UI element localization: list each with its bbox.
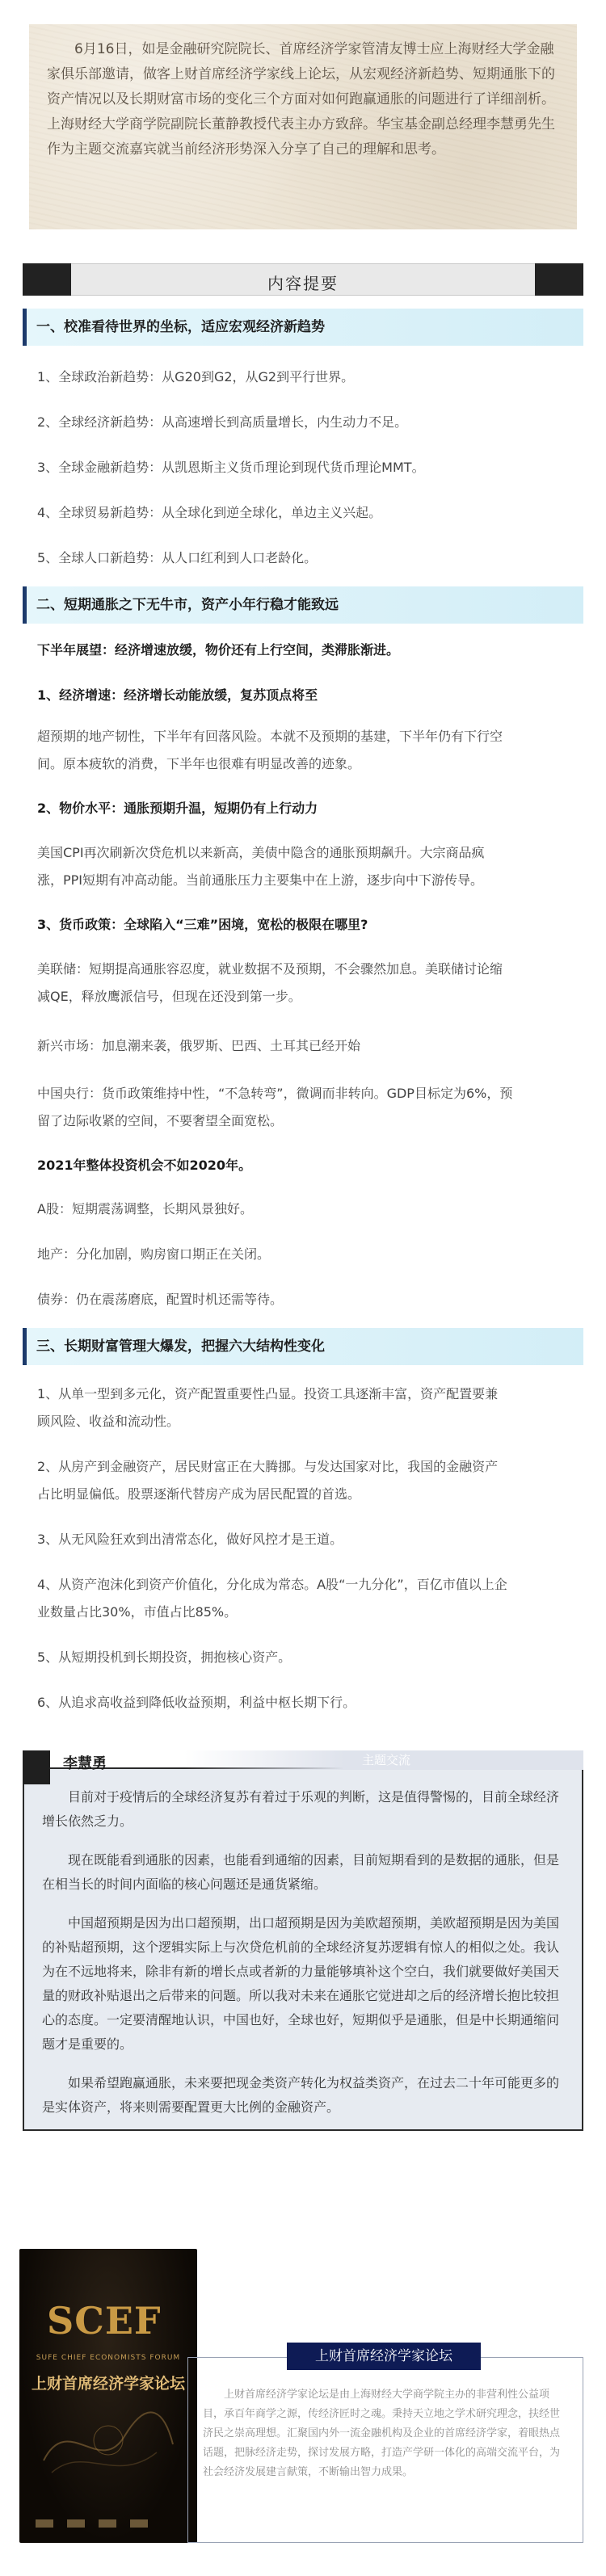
section-2-paragraph-line: 美国CPI再次刷新次贷危机以来新高，美债中隐含的通胀预期飙升。大宗商品疯 xyxy=(37,845,485,860)
poster-ornament-icon xyxy=(36,2396,181,2485)
sponsor-logo-icon xyxy=(67,2519,85,2528)
section-2-paragraph-line: 涨，PPI短期有冲高动能。当前通胀压力主要集中在上游，逐步向中下游传导。 xyxy=(37,872,484,888)
poster-subtitle: SUFE CHIEF ECONOMISTS FORUM xyxy=(36,2354,181,2362)
forum-description: 上财首席经济学家论坛是由上海财经大学商学院主办的非营利性公益项目，承百年商学之源，传经济匠时之魂。秉持天立地之学术研究理念，扶经世济民之崇高理想。汇聚国内外一流金融机构及企业的首席经济学家，着眼热点话题，把脉经济走势，探讨发展方略，打造产学研一体化的高端交流平台，为社会经济发展建言献策，不断输出智力成果。 xyxy=(203,2389,561,2478)
profile-name: 李慧勇 xyxy=(63,1755,107,1772)
section-3-item: 4、从资产泡沫化到资产价值化，分化成为常态。A股“一九分化”，百亿市值以上企 xyxy=(37,1577,507,1592)
profile-paragraph: 如果希望跑赢通胀，未来要把现金类资产转化为权益类资产，在过去二十年可能更多的是实体资产，将来则需要配置更大比例的金融资产。 xyxy=(42,2075,560,2115)
section-2-subheading: 1、经济增速：经济增长动能放缓，复苏顶点将至 xyxy=(37,687,318,703)
section-2-paragraph-line: 间。原本疲软的消费，下半年也很难有明显改善的迹象。 xyxy=(37,756,361,771)
scef-logo: SCEF xyxy=(47,2299,162,2343)
section-2-paragraph-line: 美联储：短期提高通胀容忍度，就业数据不及预期，不会骤然加息。美联储讨论缩 xyxy=(37,961,503,977)
profile-marker xyxy=(23,1750,50,1784)
profile-paragraph: 中国超预期是因为出口超预期，出口超预期是因为美欧超预期，美欧超预期是因为美国的补贴超预期，这个逻辑实际上与次贷危机前的全球经济复苏逻辑有惊人的相似之处。我认为在不远地将来，除非有新的增长点或者新的力量能够填补这个空白，我们就要做好美国天量的财政补贴退出之后带来的问题。所以我对未来在通胀它觉进却之后的经济增长抱比较担心的态度。一定要清醒地认识，中国也好，全球也好，短期似乎是通胀，但是中长期通缩问题才是重要的。 xyxy=(42,1915,560,2052)
forum-description-box xyxy=(187,2357,583,2543)
section-3-item: 5、从短期投机到长期投资，拥抱核心资产。 xyxy=(37,1649,292,1665)
section-2-subheading: 2、物价水平：通胀预期升温，短期仍有上行动力 xyxy=(37,801,318,816)
sponsor-logo-icon xyxy=(130,2519,148,2528)
section-3-item: 占比明显偏低。股票逐渐代替房产成为居民配置的首选。 xyxy=(37,1486,361,1502)
section-2-paragraph-line: A股：短期震荡调整，长期风景独好。 xyxy=(37,1201,253,1217)
section-2-subheading: 3、货币政策：全球陷入“三难”困境，宽松的极限在哪里? xyxy=(37,917,368,932)
section-3-item: 1、从单一型到多元化，资产配置重要性凸显。投资工具逐渐丰富，资产配置要兼 xyxy=(37,1386,499,1401)
profile-tag: 主题交流 xyxy=(184,1750,583,1770)
section-2-lead: 下半年展望：经济增速放缓，物价还有上行空间，类滞胀渐进。 xyxy=(37,642,400,658)
section-3-heading: 三、长期财富管理大爆发，把握六大结构性变化 xyxy=(23,1328,583,1365)
sponsor-logo-icon xyxy=(36,2519,53,2528)
profile-quote-box xyxy=(23,1767,583,2131)
section-1-item: 2、全球经济新趋势：从高速增长到高质量增长，内生动力不足。 xyxy=(37,414,408,430)
profile-paragraph: 现在既能看到通胀的因素，也能看到通缩的因素，目前短期看到的是数据的通胀，但是在相当长的时间内面临的核心问题还是通货紧缩。 xyxy=(42,1852,560,1892)
section-3-item: 6、从追求高收益到降低收益预期，利益中枢长期下行。 xyxy=(37,1695,356,1710)
section-2-paragraph-line: 新兴市场：加息潮来袭，俄罗斯、巴西、土耳其已经开始 xyxy=(37,1038,361,1053)
section-2-paragraph-line: 地产：分化加剧，购房窗口期正在关闭。 xyxy=(37,1246,271,1262)
poster-title: 上财首席经济学家论坛 xyxy=(31,2375,185,2393)
section-2-heading: 二、短期通胀之下无牛市，资产小年行稳才能致远 xyxy=(23,586,583,624)
intro-box xyxy=(29,24,577,229)
sponsor-logo-icon xyxy=(99,2519,116,2528)
section-1-item: 1、全球政治新趋势：从G20到G2，从G2到平行世界。 xyxy=(37,369,355,385)
section-3-item: 2、从房产到金融资产，居民财富正在大腾挪。与发达国家对比，我国的金融资产 xyxy=(37,1459,499,1474)
forum-title: 上财首席经济学家论坛 xyxy=(287,2343,481,2370)
profile-paragraph: 目前对于疫情后的全球经济复苏有着过于乐观的判断，这是值得警惕的，目前全球经济增长依然乏力。 xyxy=(42,1789,560,1829)
section-1-heading: 一、校准看待世界的坐标，适应宏观经济新趋势 xyxy=(23,309,583,346)
section-2-paragraph-line: 中国央行：货币政策维持中性，“不急转弯”，微调而非转向。GDP目标定为6%，预 xyxy=(37,1086,513,1101)
section-2-paragraph-line: 超预期的地产韧性，下半年有回落风险。本就不及预期的基建，下半年仍有下行空 xyxy=(37,729,503,744)
section-3-item: 业数量占比30%，市值占比85%。 xyxy=(37,1604,238,1620)
forum-poster xyxy=(19,2249,197,2543)
summary-title: 内容提要 xyxy=(267,274,339,293)
section-2-subheading: 2021年整体投资机会不如2020年。 xyxy=(37,1158,252,1173)
section-2-paragraph-line: 债券：仍在震荡磨底，配置时机还需等待。 xyxy=(37,1292,284,1307)
summary-header xyxy=(23,263,583,296)
intro-text: 6月16日，如是金融研究院院长、首席经济学家管清友博士应上海财经大学金融家俱乐部邀请，做客上财首席经济学家线上论坛，从宏观经济新趋势、短期通胀下的资产情况以及长期财富市场的变化三个方面对如何跑赢通胀的问题进行了详细剖析。上海财经大学商学院副院长董静教授代表主办方致辞。华宝基金副总经理李慧勇先生作为主题交流嘉宾就当前经济形势深入分享了自己的理解和思考。 xyxy=(47,41,555,158)
profile-header xyxy=(23,1750,583,1773)
poster-footer-logos xyxy=(36,2515,181,2528)
section-1-item: 5、全球人口新趋势：从人口红利到人口老龄化。 xyxy=(37,550,318,565)
section-2-paragraph-line: 留了边际收紧的空间，不要奢望全面宽松。 xyxy=(37,1113,284,1128)
section-3-item: 顾风险、收益和流动性。 xyxy=(37,1414,180,1429)
section-1-item: 3、全球金融新趋势：从凯恩斯主义货币理论到现代货币理论MMT。 xyxy=(37,460,425,475)
section-3-item: 3、从无风险狂欢到出清常态化，做好风控才是王道。 xyxy=(37,1532,343,1547)
section-2-paragraph-line: 减QE，释放鹰派信号，但现在还没到第一步。 xyxy=(37,989,301,1004)
section-1-item: 4、全球贸易新趋势：从全球化到逆全球化，单边主义兴起。 xyxy=(37,505,382,520)
